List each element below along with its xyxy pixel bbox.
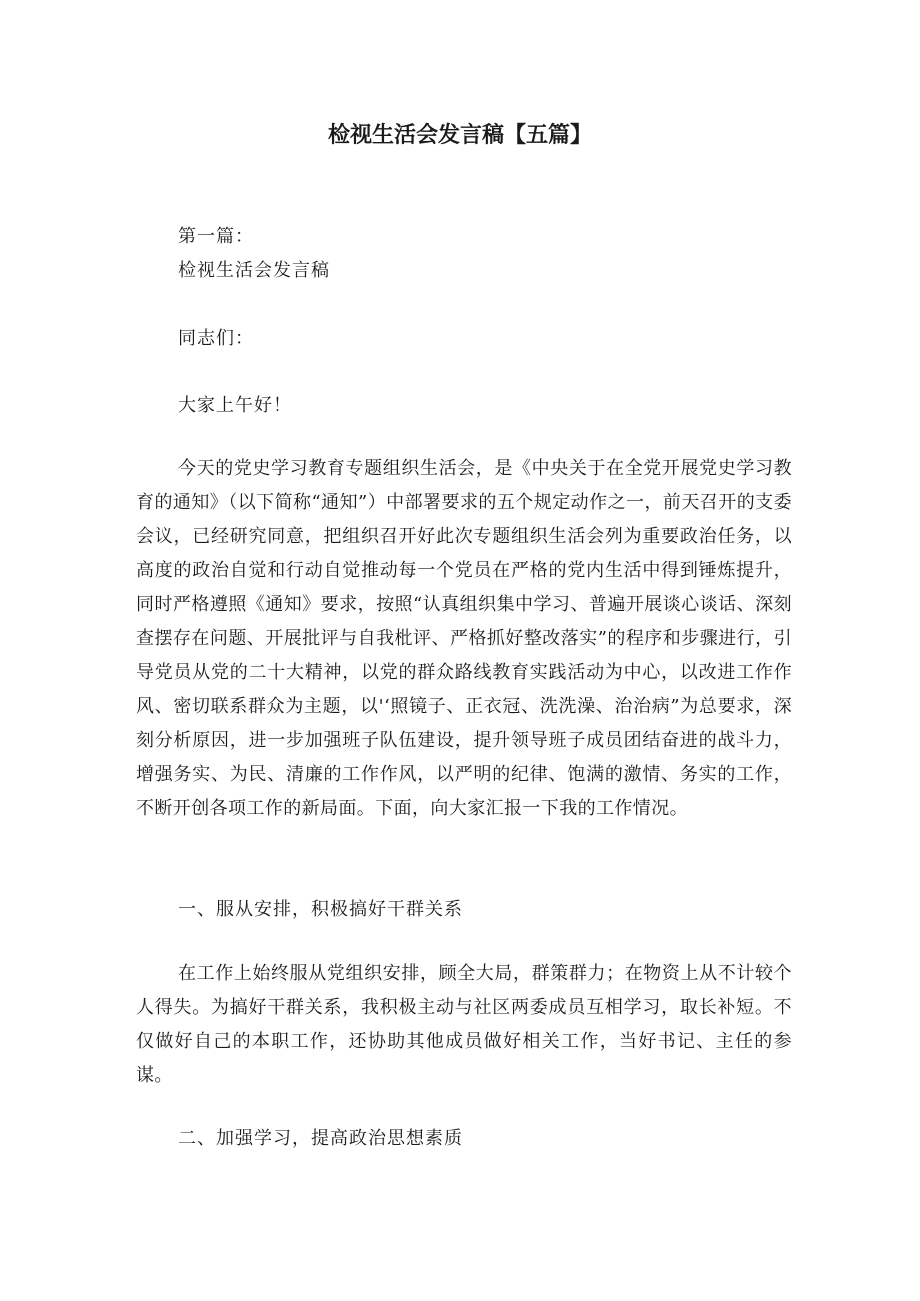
greeting: 大家上午好！ xyxy=(178,395,292,416)
salutation: 同志们： xyxy=(178,328,254,349)
section-heading-2: 二、加强学习，提高政治思想素质 xyxy=(178,1128,463,1149)
section-label: 第一篇： xyxy=(178,226,254,247)
section-heading-1: 一、服从安排，积极搞好干群关系 xyxy=(178,899,463,920)
body-paragraph-2: 在工作上始终服从党组织安排，顾全大局，群策群力；在物资上从不计较个人得失。为搞好干群关系，我积极主动与社区两委成员互相学习，取长补短。不仅做好自己的本职工作，还协助其他成员做好相关工作，当好书记、主任的参谋。 xyxy=(136,963,792,1086)
body-paragraph-1: 今天的党史学习教育专题组织生活会，是《中央关于在全党开展党史学习教育的通知》（以下简称“通知”）中部署要求的五个规定动作之一，前天召开的支委会议，已经研究同意，把组织召开好此次专题组织生活会列为重要政治任务，以高度的政治自觉和行动自觉推动每一个党员在严格的党内生活中得到锤炼提升，同时严格遵照《通知》要求，按照“认真组织集中学习、普遍开展谈心谈话、深刻查摆存在问题、开展批评与自我枇评、严格抓好整改落实”的程序和步骤进行，引导党员从党的二十大精神，以党的群众路线教育实践活动为中心，以改进工作作风、密切联系群众为主题，以'‘照镜子、正衣冠、洗洗澡、治治病”为总要求，深刻分析原因，进一步加强班子队伍建设，提升领导班子成员团结奋进的战斗力，增强务实、为民、清廉的工作作风，以严明的纪律、饱满的激情、务实的工作，不断开创各项工作的新局面。下面，向大家汇报一下我的工作情况。 xyxy=(136,458,792,819)
document-title: 检视生活会发言稿【五篇】 xyxy=(327,123,592,148)
section-title: 检视生活会发言稿 xyxy=(178,260,330,281)
